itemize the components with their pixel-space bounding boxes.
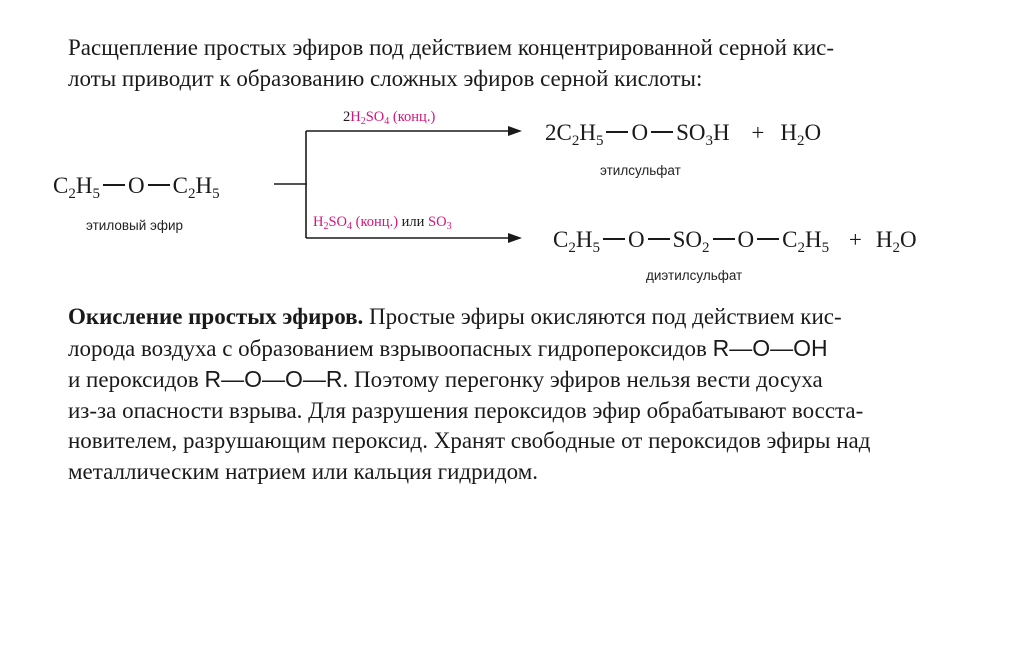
bond xyxy=(103,184,125,186)
oxidation-line-3-rest: . Поэтому перегонку эфиров нельзя вести досуха xyxy=(342,367,823,392)
bond xyxy=(148,184,170,186)
oxidation-line-3-start: и пероксидов xyxy=(68,367,205,392)
product2-formula: $C_2H_5$ O $SO_2$ O $C_2H_5 + H_2O$ xyxy=(553,227,917,256)
top-reagent: $2H_2SO_4$ (конц.) xyxy=(343,109,436,127)
bond xyxy=(757,238,779,240)
bond xyxy=(606,131,628,133)
product2-label: диэтилсульфат xyxy=(646,268,743,283)
product1-formula: $2C_2H_5$ O $SO_3H + H_2O$ xyxy=(545,120,822,149)
oxidation-heading: Окисление простых эфиров. xyxy=(68,304,364,329)
product1-label: этилсульфат xyxy=(600,163,681,178)
reactant-label: этиловый эфир xyxy=(86,218,184,233)
oxidation-line-1-rest: Простые эфиры окисляются под действием кис- xyxy=(363,304,842,329)
hydroperoxide-formula: R—O—OH xyxy=(712,334,828,361)
top-arrow-head xyxy=(508,126,522,136)
bottom-reagent: $H_2SO_4$ (конц.) или $SO_3$ xyxy=(313,214,452,232)
peroxide-formula: R—O—O—R xyxy=(204,366,343,392)
oxidation-line-6: металлическим натрием или кальция гидридом. xyxy=(68,458,539,484)
reactant-formula: $C_2H_5$ O $C_2H_5$ xyxy=(53,173,220,202)
intro-line-2: лоты приводит к образованию сложных эфиров серной кислоты: xyxy=(68,65,703,91)
oxidation-paragraph xyxy=(68,302,990,487)
bond xyxy=(648,238,670,240)
bond xyxy=(713,238,735,240)
oxidation-line-2: лорода воздуха с образованием взрывоопасных гидропероксидов xyxy=(68,335,713,361)
oxidation-line-4: из-за опасности взрыва. Для разрушения пероксидов эфир обрабатывают восста- xyxy=(68,397,864,423)
bond xyxy=(603,238,625,240)
bond xyxy=(651,131,673,133)
intro-line-1: Расщепление простых эфиров под действием концентрированной серной кис- xyxy=(68,35,834,60)
bottom-arrow-head xyxy=(508,233,522,243)
oxidation-line-5: новителем, разрушающим пероксид. Хранят свободные от пероксидов эфиры над xyxy=(68,428,871,453)
